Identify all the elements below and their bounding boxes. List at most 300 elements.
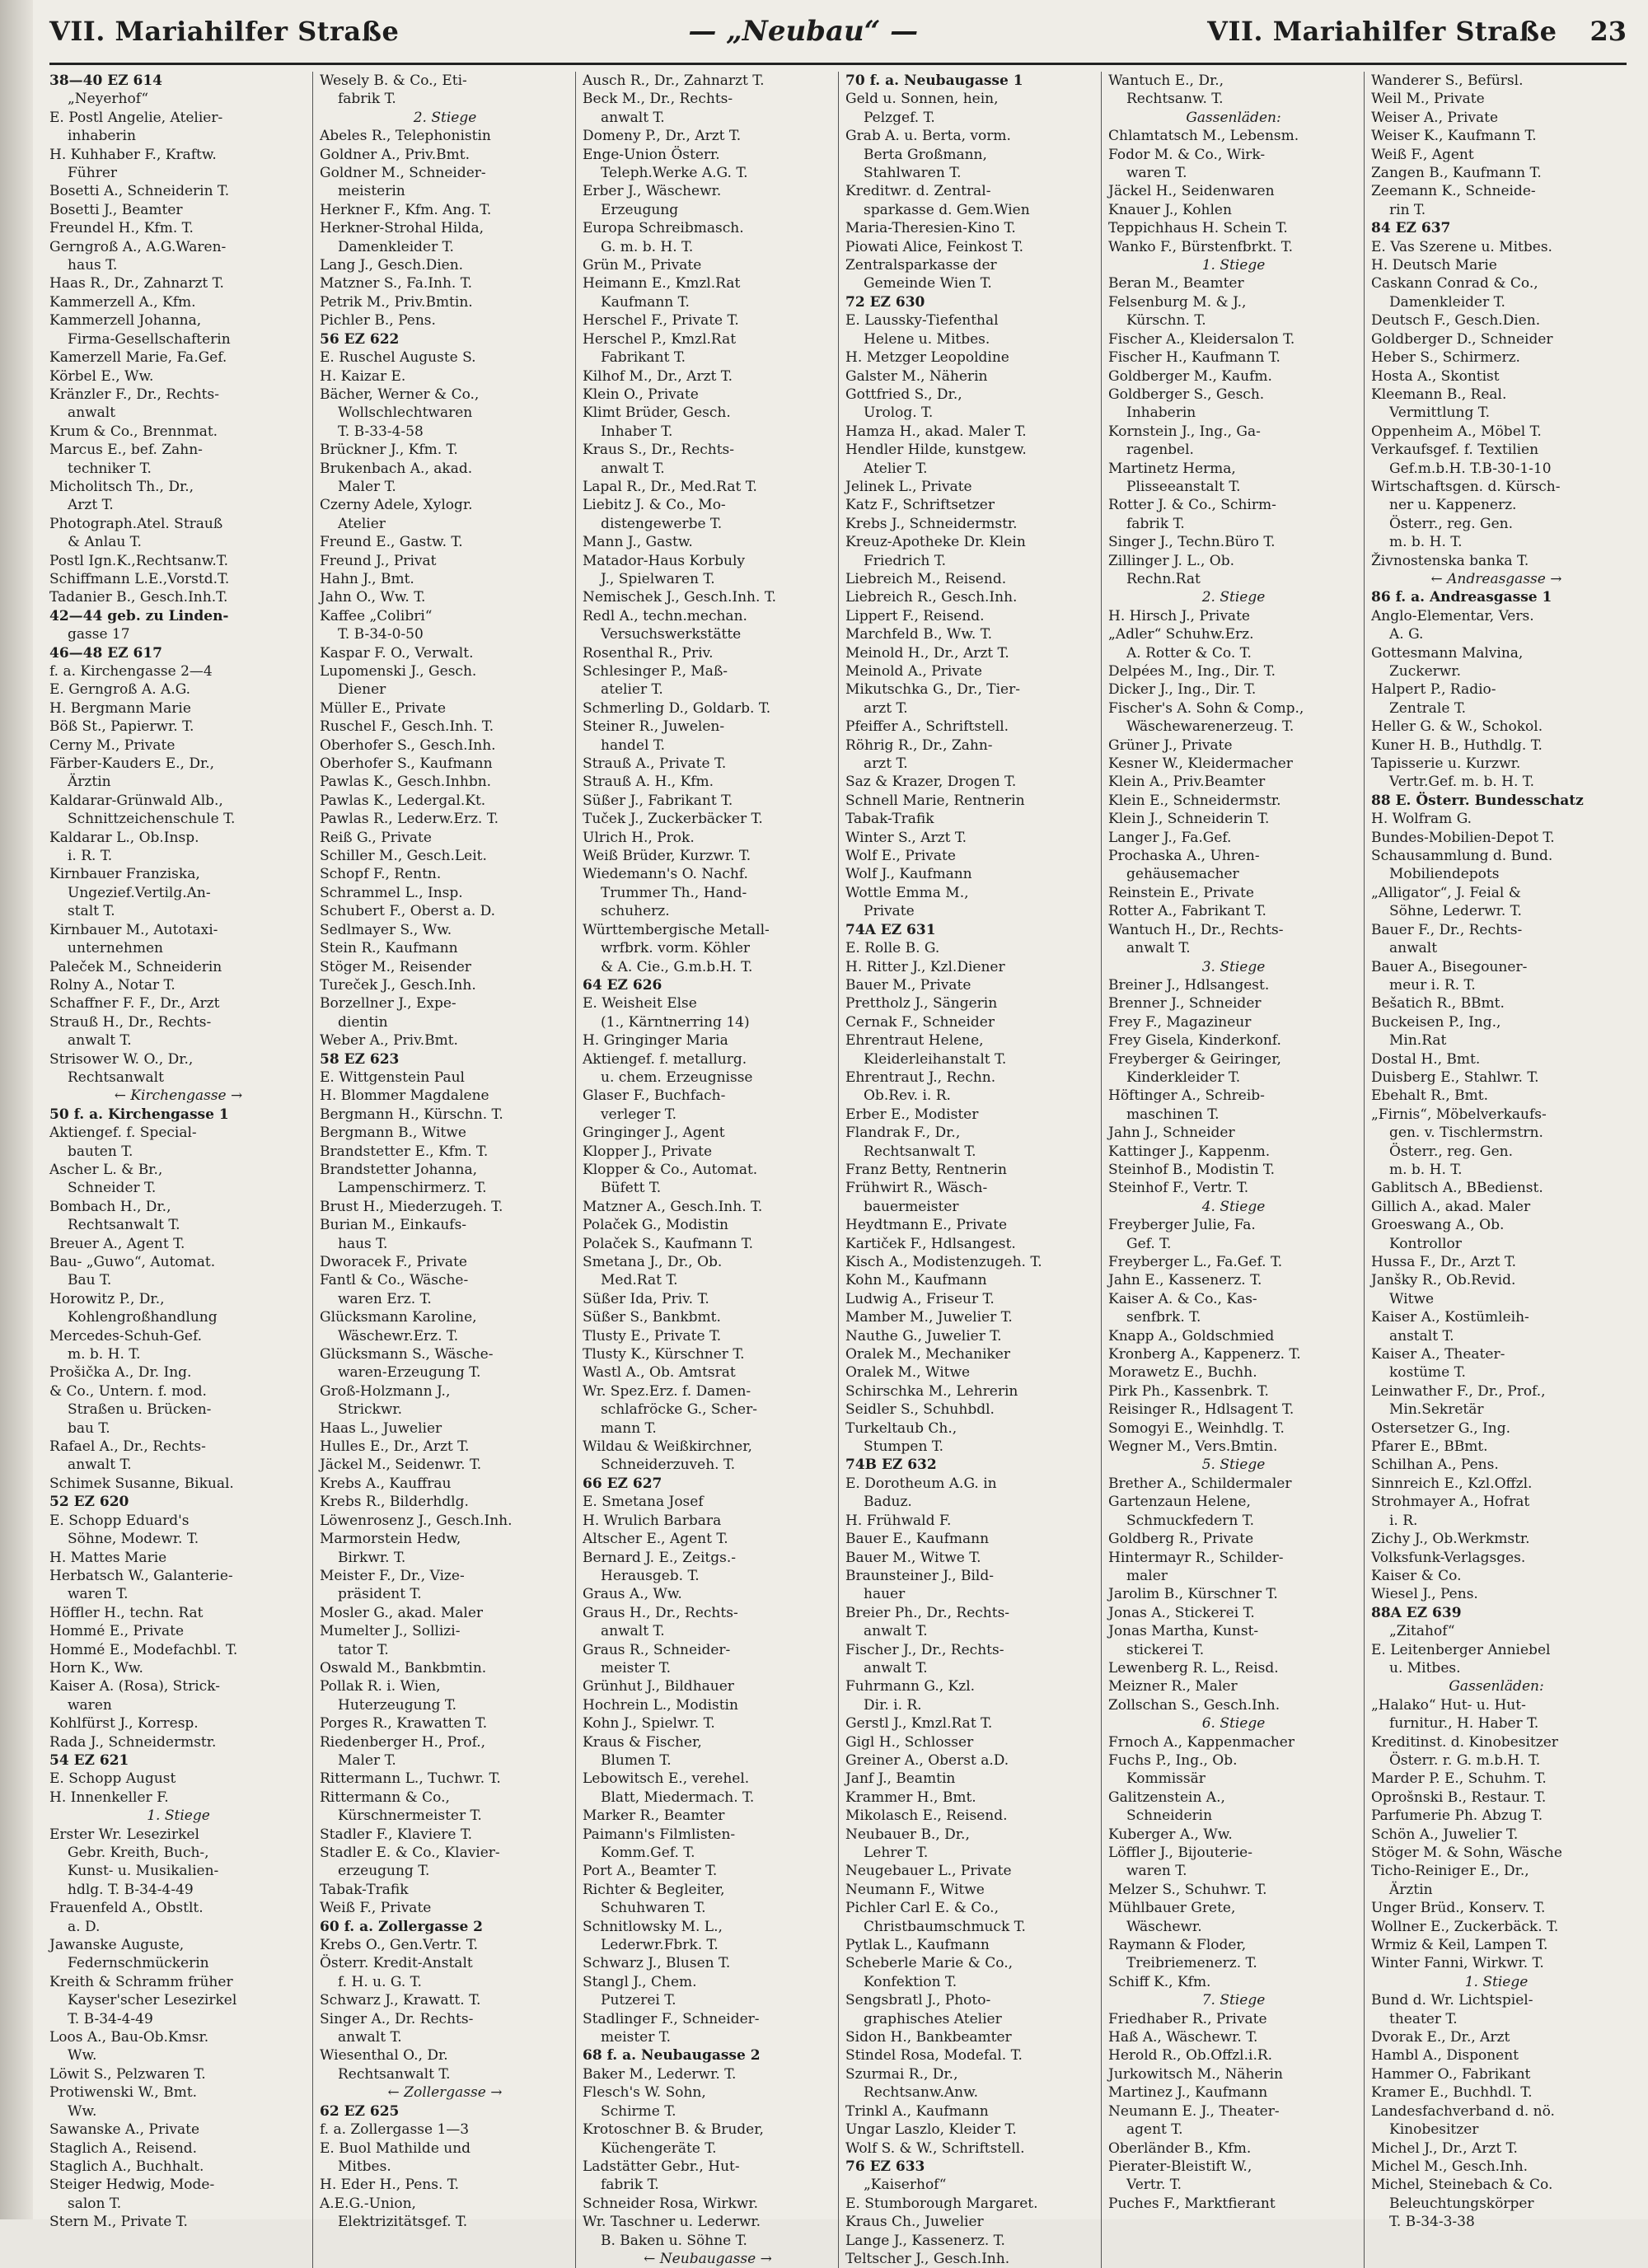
directory-entry: anwalt T. xyxy=(68,1032,132,1050)
directory-entry: Wastl A., Ob. Amtsrat xyxy=(583,1364,736,1382)
directory-entry: Oralek M., Witwe xyxy=(845,1364,971,1382)
directory-entry: Strauß A., Private T. xyxy=(583,755,727,773)
directory-entry: E. Smetana Josef xyxy=(583,1494,704,1511)
directory-entry: Lampenschirmerz. T. xyxy=(338,1180,487,1197)
directory-entry: Private xyxy=(864,903,915,920)
directory-entry: Schimek Susanne, Bikual. xyxy=(49,1475,234,1492)
directory-entry: f. a. Zollergasse 1—3 xyxy=(320,2121,470,2139)
directory-entry: Polaček G., Modistin xyxy=(583,1217,728,1234)
directory-entry: anwalt xyxy=(1389,940,1438,957)
header-street-right: VII. Mariahilfer Straße xyxy=(1207,16,1557,47)
directory-entry: Tureček J., Gesch.Inh. xyxy=(320,976,476,994)
directory-entry: schuherz. xyxy=(601,903,670,920)
directory-entry: Caskann Conrad & Co., xyxy=(1371,275,1538,292)
house-number-heading: 74B EZ 632 xyxy=(845,1457,937,1474)
directory-entry: Ww. xyxy=(68,2102,97,2120)
directory-entry: stalt T. xyxy=(68,903,115,920)
directory-entry: Schrammel L., Insp. xyxy=(320,884,463,901)
directory-entry: Heimann E., Kmzl.Rat xyxy=(583,275,741,292)
directory-entry: hauer xyxy=(864,1586,906,1603)
directory-entry: Lippert F., Reisend. xyxy=(845,607,985,624)
directory-entry: Pytlak L., Kaufmann xyxy=(845,1937,990,1954)
directory-entry: Kaspar F. O., Verwalt. xyxy=(320,644,474,662)
directory-entry: Lewenberg R. L., Reisd. xyxy=(1108,1659,1279,1676)
directory-entry: B. Baken u. Söhne T. xyxy=(601,2232,747,2249)
directory-entry: H. Gringinger Maria xyxy=(583,1032,728,1050)
directory-entry: Oberhofer S., Kaufmann xyxy=(320,755,493,773)
directory-entry: Delpées M., Ing., Dir. T. xyxy=(1108,663,1276,680)
directory-entry: Felsenburg M. & J., xyxy=(1108,293,1247,311)
directory-entry: Pfeiffer A., Schriftstell. xyxy=(845,718,1009,736)
directory-entry: Puches F., Marktfierant xyxy=(1108,2195,1276,2212)
directory-entry: Scheberle Marie & Co., xyxy=(845,1955,1014,1972)
directory-entry: Oprošnski B., Restaur. T. xyxy=(1371,1789,1547,1806)
directory-entry: Krum & Co., Brennmat. xyxy=(49,423,218,440)
directory-entry: Czerny Adele, Xylogr. xyxy=(320,497,473,514)
directory-entry: Hussa F., Dr., Arzt T. xyxy=(1371,1254,1517,1270)
section-divider: 1. Stiege xyxy=(147,1807,210,1825)
directory-entry: Wildau & Weißkirchner, xyxy=(583,1438,752,1456)
directory-entry: Bundes-Mobilien-Depot T. xyxy=(1371,829,1555,846)
directory-entry: meister T. xyxy=(601,1659,672,1676)
directory-entry: Kreditwr. d. Zentral- xyxy=(845,183,991,200)
section-divider: ← Kirchengasse → xyxy=(114,1087,243,1105)
directory-entry: & Co., Untern. f. mod. xyxy=(49,1382,207,1400)
directory-entry: a. D. xyxy=(68,1918,101,1935)
directory-entry: Lupomenski J., Gesch. xyxy=(320,663,477,680)
directory-entry: Med.Rat T. xyxy=(601,1272,678,1289)
directory-entry: Friedrich T. xyxy=(864,552,946,569)
directory-entry: Gef. T. xyxy=(1126,1235,1172,1252)
directory-entry: Friedhaber R., Private xyxy=(1108,2010,1267,2027)
directory-entry: Schilhan A., Pens. xyxy=(1371,1457,1499,1474)
directory-entry: Schnell Marie, Rentnerin xyxy=(845,792,1025,809)
directory-entry: Klein E., Schneidermstr. xyxy=(1108,792,1281,809)
directory-entry: Freund J., Privat xyxy=(320,552,437,569)
directory-entry: Burian M., Einkaufs- xyxy=(320,1217,467,1234)
directory-entry: Huterzeugung T. xyxy=(338,1696,457,1714)
directory-entry: Knauer J., Kohlen xyxy=(1108,201,1232,218)
directory-entry: Ticho-Reiniger E., Dr., xyxy=(1371,1863,1529,1880)
directory-entry: Berta Großmann, xyxy=(864,146,987,163)
directory-entry: Kaiser A. (Rosa), Strick- xyxy=(49,1678,220,1695)
directory-entry: Erber J., Wäschewr. xyxy=(583,183,722,200)
directory-entry: Putzerei T. xyxy=(601,1992,677,2009)
directory-entry: Pawlas K., Ledergal.Kt. xyxy=(320,792,486,809)
directory-entry: A.E.G.-Union, xyxy=(320,2195,416,2212)
directory-entry: Schiff K., Kfm. xyxy=(1108,1973,1211,1990)
directory-entry: Fischer A., Kleidersalon T. xyxy=(1108,330,1295,348)
directory-entry: Borzellner J., Expe- xyxy=(320,995,456,1012)
directory-entry: Höftinger A., Schreib- xyxy=(1108,1087,1265,1105)
directory-entry: Jahn E., Kassenerz. T. xyxy=(1108,1272,1262,1289)
directory-entry: Mercedes-Schuh-Gef. xyxy=(49,1327,203,1344)
directory-entry: Tlusty K., Kürschner T. xyxy=(583,1346,745,1363)
directory-entry: Anglo-Elementar, Vers. xyxy=(1371,607,1534,624)
directory-entry: verleger T. xyxy=(601,1106,677,1123)
directory-entry: Jahn O., Ww. T. xyxy=(320,589,426,606)
page-number: 23 xyxy=(1589,16,1627,47)
directory-entry: Ludwig A., Friseur T. xyxy=(845,1290,995,1307)
directory-entry: Kohlengroßhandlung xyxy=(68,1309,218,1326)
directory-entry: Wiesenthal O., Dr. xyxy=(320,2047,448,2065)
directory-entry: anwalt T. xyxy=(68,1457,132,1474)
directory-entry: E. Schopp Eduard's xyxy=(49,1512,190,1529)
directory-entry: Ärztin xyxy=(1389,1881,1433,1898)
directory-entry: Löwenrosenz J., Gesch.Inh. xyxy=(320,1512,513,1529)
house-number-heading: 86 f. a. Andreasgasse 1 xyxy=(1371,589,1552,606)
directory-entry: inhaberin xyxy=(68,128,136,145)
directory-entry: E. Stumborough Margaret. xyxy=(845,2195,1038,2212)
directory-entry: Kürschnermeister T. xyxy=(338,1807,482,1825)
directory-entry: Beleuchtungskörper xyxy=(1389,2195,1534,2212)
directory-entry: Österr. Kredit-Anstalt xyxy=(320,1955,473,1972)
directory-entry: Turkeltaub Ch., xyxy=(845,1419,957,1437)
directory-entry: Staglich A., Buchhalt. xyxy=(49,2158,204,2175)
directory-entry: Trummer Th., Hand- xyxy=(601,884,747,901)
page-edge-shadow xyxy=(0,0,33,2219)
directory-entry: Kuberger A., Ww. xyxy=(1108,1826,1233,1843)
directory-entry: Kirnbauer Franziska, xyxy=(49,866,200,883)
directory-entry: Hommé E., Modefachbl. T. xyxy=(49,1641,238,1658)
directory-entry: Kinderkleider T. xyxy=(1126,1069,1241,1086)
directory-entry: waren T. xyxy=(1126,1863,1187,1880)
directory-entry: Reiß G., Private xyxy=(320,829,432,846)
directory-entry: Führer xyxy=(68,165,118,182)
directory-entry: Pollak R. i. Wien, xyxy=(320,1678,441,1695)
directory-entry: E. Leitenberger Anniebel xyxy=(1371,1641,1551,1658)
directory-entry: Söhne, Modewr. T. xyxy=(68,1531,199,1548)
directory-entry: Schnittzeichenschule T. xyxy=(68,811,236,828)
directory-entry: Zichy J., Ob.Werkmstr. xyxy=(1371,1531,1530,1548)
directory-entry: Küchengeräte T. xyxy=(601,2139,717,2157)
directory-entry: Kürschn. T. xyxy=(1126,312,1206,330)
house-number-heading: 88A EZ 639 xyxy=(1371,1604,1462,1621)
directory-entry: Parfumerie Ph. Abzug T. xyxy=(1371,1807,1543,1825)
directory-entry: Richter & Begleiter, xyxy=(583,1881,725,1898)
directory-entry: Kleiderleihanstalt T. xyxy=(864,1050,1007,1068)
directory-entry: Weiß Brüder, Kurzwr. T. xyxy=(583,848,751,865)
directory-entry: Marmorstein Hedw, xyxy=(320,1531,461,1548)
directory-entry: Wantuch E., Dr., xyxy=(1108,72,1224,89)
directory-entry: Michel J., Dr., Arzt T. xyxy=(1371,2139,1518,2157)
directory-entry: Kilhof M., Dr., Arzt T. xyxy=(583,367,733,385)
directory-entry: Breier Ph., Dr., Rechts- xyxy=(845,1604,1010,1621)
directory-entry: Rechtsanw.Anw. xyxy=(864,2084,979,2102)
directory-entry: Breuer A., Agent T. xyxy=(49,1235,185,1252)
directory-entry: E. Rolle B. G. xyxy=(845,940,940,957)
directory-entry: Damenkleider T. xyxy=(338,238,454,255)
directory-entry: Freundel H., Kfm. T. xyxy=(49,220,194,237)
directory-entry: Flandrak F., Dr., xyxy=(845,1125,961,1142)
directory-entry: Krotoschner B. & Bruder, xyxy=(583,2121,764,2139)
directory-entry: Schiffmann L.E.,Vorstd.T. xyxy=(49,570,230,587)
directory-entry: fabrik T. xyxy=(1126,515,1185,532)
directory-entry: Bergmann B., Witwe xyxy=(320,1125,466,1142)
directory-entry: Schneider T. xyxy=(68,1180,157,1197)
directory-entry: Müller E., Private xyxy=(320,699,447,717)
directory-entry: bau T. xyxy=(68,1419,110,1437)
directory-entry: Weiser A., Private xyxy=(1371,109,1499,126)
directory-entry: Ebehalt R., Bmt. xyxy=(1371,1087,1488,1105)
directory-entry: H. Frühwald F. xyxy=(845,1512,952,1529)
directory-entry: Maler T. xyxy=(338,1751,396,1769)
directory-entry: Fuhrmann G., Kzl. xyxy=(845,1678,976,1695)
directory-entry: E. Ruschel Auguste S. xyxy=(320,349,476,367)
directory-entry: m. b. H. T. xyxy=(1389,1161,1463,1178)
house-number-heading: 68 f. a. Neubaugasse 2 xyxy=(583,2047,761,2065)
directory-entry: gasse 17 xyxy=(68,626,130,643)
directory-entry: atelier T. xyxy=(601,681,663,699)
directory-entry: Gringinger J., Agent xyxy=(583,1125,725,1142)
directory-entry: Goldberger D., Schneider xyxy=(1371,330,1553,348)
directory-entry: Rotter A., Fabrikant T. xyxy=(1108,903,1266,920)
directory-entry: Jäckel H., Seidenwaren xyxy=(1108,183,1275,200)
directory-entry: Matzner S., Fa.Inh. T. xyxy=(320,275,472,292)
directory-entry: Stangl J., Chem. xyxy=(583,1973,697,1990)
directory-entry: „Halako“ Hut- u. Hut- xyxy=(1371,1696,1526,1714)
directory-entry: meister T. xyxy=(601,2029,672,2046)
directory-entry: Gigl H., Schlosser xyxy=(845,1733,974,1751)
directory-entry: Stahlwaren T. xyxy=(864,165,962,182)
directory-entry: Goldner A., Priv.Bmt. xyxy=(320,146,471,163)
directory-entry: Söhne, Lederwr. T. xyxy=(1389,903,1522,920)
directory-entry: Wegner M., Vers.Bmtin. xyxy=(1108,1438,1278,1456)
directory-entry: Wesely B. & Co., Eti- xyxy=(320,72,467,89)
directory-entry: Greiner A., Oberst a.D. xyxy=(845,1751,1009,1769)
directory-entry: Zentralsparkasse der xyxy=(845,257,997,274)
directory-entry: Kramer E., Buchhdl. T. xyxy=(1371,2084,1533,2102)
directory-entry: Bächer, Werner & Co., xyxy=(320,386,480,403)
directory-entry: Wottle Emma M., xyxy=(845,884,969,901)
directory-entry: Helene u. Mitbes. xyxy=(864,330,990,348)
directory-entry: Steinhof B., Modistin T. xyxy=(1108,1161,1276,1178)
directory-entry: Dworacek F., Private xyxy=(320,1254,467,1270)
directory-entry: f. H. u. G. T. xyxy=(338,1973,422,1990)
directory-entry: H. Ritter J., Kzl.Diener xyxy=(845,958,1005,975)
directory-entry: Stumpen T. xyxy=(864,1438,944,1456)
directory-entry: Kamerzell Marie, Fa.Gef. xyxy=(49,349,227,367)
directory-entry: Haas L., Juwelier xyxy=(320,1419,442,1437)
section-divider: 7. Stiege xyxy=(1201,1992,1266,2009)
directory-entry: E. Postl Angelie, Atelier- xyxy=(49,109,223,126)
directory-entry: Aktiengef. f. Special- xyxy=(49,1125,197,1142)
directory-entry: waren T. xyxy=(68,1586,129,1603)
directory-entry: Schaffner F. F., Dr., Arzt xyxy=(49,995,220,1012)
directory-entry: Wollner E., Zuckerbäck. T. xyxy=(1371,1918,1559,1935)
directory-entry: Kraus Ch., Juwelier xyxy=(845,2214,984,2231)
directory-entry: Meizner R., Maler xyxy=(1108,1678,1238,1695)
directory-entry: m. b. H. T. xyxy=(1389,534,1463,551)
directory-entry: H. Wrulich Barbara xyxy=(583,1512,722,1529)
directory-entry: Krebs O., Gen.Vertr. T. xyxy=(320,1937,479,1954)
directory-entry: Sawanske A., Private xyxy=(49,2121,200,2139)
directory-entry: Min.Rat xyxy=(1389,1032,1447,1050)
house-number-heading: 76 EZ 633 xyxy=(845,2158,925,2175)
directory-entry: „Kaiserhof“ xyxy=(864,2177,947,2194)
directory-entry: Port A., Beamter T. xyxy=(583,1863,718,1880)
directory-entry: theater T. xyxy=(1389,2010,1458,2027)
directory-entry: Jelinek L., Private xyxy=(845,478,972,495)
directory-entry: Wolf S. & W., Schriftstell. xyxy=(845,2139,1025,2157)
directory-entry: furnitur., H. Haber T. xyxy=(1389,1715,1539,1733)
directory-entry: Liebitz J. & Co., Mo- xyxy=(583,497,726,514)
directory-entry: Martinetz Herma, xyxy=(1108,460,1236,477)
directory-entry: Brether A., Schildermaler xyxy=(1108,1475,1292,1492)
section-divider: 1. Stiege xyxy=(1201,257,1266,274)
directory-entry: Grüner J., Private xyxy=(1108,737,1233,754)
directory-entry: Aktiengef. f. metallurg. xyxy=(583,1050,747,1068)
directory-entry: Grün M., Private xyxy=(583,257,702,274)
directory-entry: handel T. xyxy=(601,737,666,754)
directory-entry: Elektrizitätsgef. T. xyxy=(338,2214,468,2231)
directory-entry: Polaček S., Kaufmann T. xyxy=(583,1235,753,1252)
directory-entry: Stöger M., Reisender xyxy=(320,958,471,975)
directory-entry: Wäschewr. xyxy=(1126,1918,1202,1935)
directory-entry: Bosetti A., Schneiderin T. xyxy=(49,183,230,200)
house-number-heading: 70 f. a. Neubaugasse 1 xyxy=(845,72,1023,89)
directory-entry: Kronberg A., Kappenerz. T. xyxy=(1108,1346,1301,1363)
directory-entry: Rechtsanwalt T. xyxy=(68,1217,180,1234)
directory-entry: Porges R., Krawatten T. xyxy=(320,1715,488,1733)
directory-entry: Österr. r. G. m.b.H. T. xyxy=(1389,1751,1541,1769)
directory-entry: Herkner-Strohal Hilda, xyxy=(320,220,485,237)
directory-entry: (1., Kärntnerring 14) xyxy=(601,1013,750,1031)
house-number-heading: 42—44 geb. zu Linden- xyxy=(49,607,229,624)
directory-entry: Marchfeld B., Ww. T. xyxy=(845,626,992,643)
directory-entry: kostüme T. xyxy=(1389,1364,1466,1382)
directory-entry: E. Laussky-Tiefenthal xyxy=(845,312,999,330)
directory-entry: Redl A., techn.mechan. xyxy=(583,607,747,624)
directory-entry: Goldner M., Schneider- xyxy=(320,165,486,182)
directory-entry: Kammerzell Johanna, xyxy=(49,312,202,330)
directory-entry: Süßer J., Fabrikant T. xyxy=(583,792,733,809)
directory-entry: Kaiser A., Theater- xyxy=(1371,1346,1505,1363)
directory-entry: Franz Betty, Rentnerin xyxy=(845,1161,1007,1178)
directory-entry: Zollschan S., Gesch.Inh. xyxy=(1108,1696,1280,1714)
directory-entry: E. Gerngroß A. A.G. xyxy=(49,681,191,699)
directory-entry: ragenbel. xyxy=(1126,442,1194,459)
directory-entry: Stadlinger F., Schneider- xyxy=(583,2010,760,2027)
directory-entry: Firma-Gesellschafterin xyxy=(68,330,231,348)
directory-entry: maschinen T. xyxy=(1126,1106,1220,1123)
directory-entry: Steinhof F., Vertr. T. xyxy=(1108,1180,1249,1197)
directory-entry: Süßer S., Bankbmt. xyxy=(583,1309,721,1326)
directory-entry: Graus A., Ww. xyxy=(583,1586,682,1603)
directory-entry: Sedlmayer S., Ww. xyxy=(320,921,452,938)
directory-entry: arzt T. xyxy=(864,755,908,773)
directory-entry: Verkaufsgef. f. Textilien xyxy=(1371,442,1539,459)
directory-entry: Fantl & Co., Wäsche- xyxy=(320,1272,469,1289)
directory-entry: Kraus & Fischer, xyxy=(583,1733,702,1751)
directory-entry: Prošička A., Dr. Ing. xyxy=(49,1364,192,1382)
house-number-heading: 58 EZ 623 xyxy=(320,1050,400,1068)
directory-entry: Jarolim B., Kürschner T. xyxy=(1108,1586,1278,1603)
directory-entry: Tadanier B., Gesch.Inh.T. xyxy=(49,589,228,606)
house-number-heading: 74A EZ 631 xyxy=(845,921,936,938)
directory-entry: Živnostenska banka T. xyxy=(1371,552,1529,569)
directory-entry: Weil M., Private xyxy=(1371,91,1485,108)
directory-entry: Stadler E. & Co., Klavier- xyxy=(320,1845,500,1861)
directory-entry: Kaffee „Colibri“ xyxy=(320,607,433,624)
directory-entry: Prettholz J., Sängerin xyxy=(845,995,998,1012)
directory-entry: Langer J., Fa.Gef. xyxy=(1108,829,1232,846)
directory-entry: „Adler“ Schuhw.Erz. xyxy=(1108,626,1254,643)
directory-entry: Brust H., Miederzugeh. T. xyxy=(320,1198,503,1215)
directory-entry: Fischer H., Kaufmann T. xyxy=(1108,349,1280,367)
directory-entry: Plisseeanstalt T. xyxy=(1126,478,1241,495)
section-divider: 5. Stiege xyxy=(1201,1457,1266,1474)
directory-entry: graphisches Atelier xyxy=(864,2010,1002,2027)
directory-entry: Brandstetter E., Kfm. T. xyxy=(320,1143,489,1160)
directory-entry: anwalt T. xyxy=(1126,940,1191,957)
directory-entry: Kirnbauer M., Autotaxi- xyxy=(49,921,218,938)
directory-entry: Zangen B., Kaufmann T. xyxy=(1371,165,1542,182)
directory-entry: Chlamtatsch M., Lebensm. xyxy=(1108,128,1299,145)
directory-entry: Riedenberger H., Prof., xyxy=(320,1733,486,1751)
directory-entry: Vertr.Gef. m. b. H. T. xyxy=(1389,774,1535,791)
directory-entry: Gottesmann Malvina, xyxy=(1371,644,1524,662)
directory-entry: Lang J., Gesch.Dien. xyxy=(320,257,464,274)
directory-entry: Cerny M., Private xyxy=(49,737,176,754)
directory-entry: anwalt T. xyxy=(601,460,665,477)
directory-entry: Staglich A., Reisend. xyxy=(49,2139,198,2157)
directory-entry: Horn K., Ww. xyxy=(49,1659,143,1676)
directory-entry: Mitbes. xyxy=(338,2158,391,2175)
directory-entry: Fodor M. & Co., Wirk- xyxy=(1108,146,1266,163)
header-district: — „Neubau“ — xyxy=(688,15,919,48)
directory-entry: Martinez J., Kaufmann xyxy=(1108,2084,1268,2102)
directory-entry: E. Weisheit Else xyxy=(583,995,697,1012)
directory-entry: Photograph.Atel. Strauß xyxy=(49,515,223,532)
directory-entry: Urolog. T. xyxy=(864,404,934,422)
directory-entry: Tabak-Trafik xyxy=(320,1881,409,1898)
directory-entry: Meinold A., Private xyxy=(845,663,982,680)
directory-entry: Gablitsch A., BBedienst. xyxy=(1371,1180,1543,1197)
directory-entry: Kohn J., Spielwr. T. xyxy=(583,1715,715,1733)
directory-entry: unternehmen xyxy=(68,940,164,957)
directory-entry: Dvorak E., Dr., Arzt xyxy=(1371,2029,1510,2046)
directory-entry: Galster M., Näherin xyxy=(845,367,988,385)
directory-entry: Teppichhaus H. Schein T. xyxy=(1108,220,1288,237)
directory-entry: Pelzgef. T. xyxy=(864,109,935,126)
directory-entry: Bauer F., Dr., Rechts- xyxy=(1371,921,1523,938)
directory-entry: Kornstein J., Ing., Ga- xyxy=(1108,423,1261,440)
directory-entry: Protiwenski W., Bmt. xyxy=(49,2084,198,2102)
directory-entry: Sengsbratl J., Photo- xyxy=(845,1992,991,2009)
house-number-heading: 38—40 EZ 614 xyxy=(49,72,163,89)
directory-entry: Inhaber T. xyxy=(601,423,673,440)
directory-entry: H. Wolfram G. xyxy=(1371,811,1472,828)
directory-entry: Frey Gisela, Kinderkonf. xyxy=(1108,1032,1281,1050)
directory-entry: Postl Ign.K.,Rechtsanw.T. xyxy=(49,552,228,569)
directory-entry: Rechtsanwalt T. xyxy=(864,1143,976,1160)
house-number-heading: 62 EZ 625 xyxy=(320,2102,400,2120)
directory-entry: Graus R., Schneider- xyxy=(583,1641,731,1658)
directory-entry: Fabrikant T. xyxy=(601,349,686,367)
directory-entry: Erzeugung xyxy=(601,201,679,218)
directory-entry: Haß A., Wäschewr. T. xyxy=(1108,2029,1258,2046)
directory-entry: Hammer O., Fabrikant xyxy=(1371,2065,1531,2083)
directory-entry: Steiner R., Juwelen- xyxy=(583,718,725,736)
directory-entry: Mumelter J., Sollizi- xyxy=(320,1623,461,1640)
directory-entry: J., Spielwaren T. xyxy=(601,570,715,587)
directory-entry: Brandstetter Johanna, xyxy=(320,1161,478,1178)
column-4 xyxy=(838,72,1101,2268)
directory-entry: Rafael A., Dr., Rechts- xyxy=(49,1438,206,1456)
directory-entry: Morawetz E., Buchh. xyxy=(1108,1364,1257,1382)
directory-entry: Jurkowitsch M., Näherin xyxy=(1108,2065,1283,2083)
